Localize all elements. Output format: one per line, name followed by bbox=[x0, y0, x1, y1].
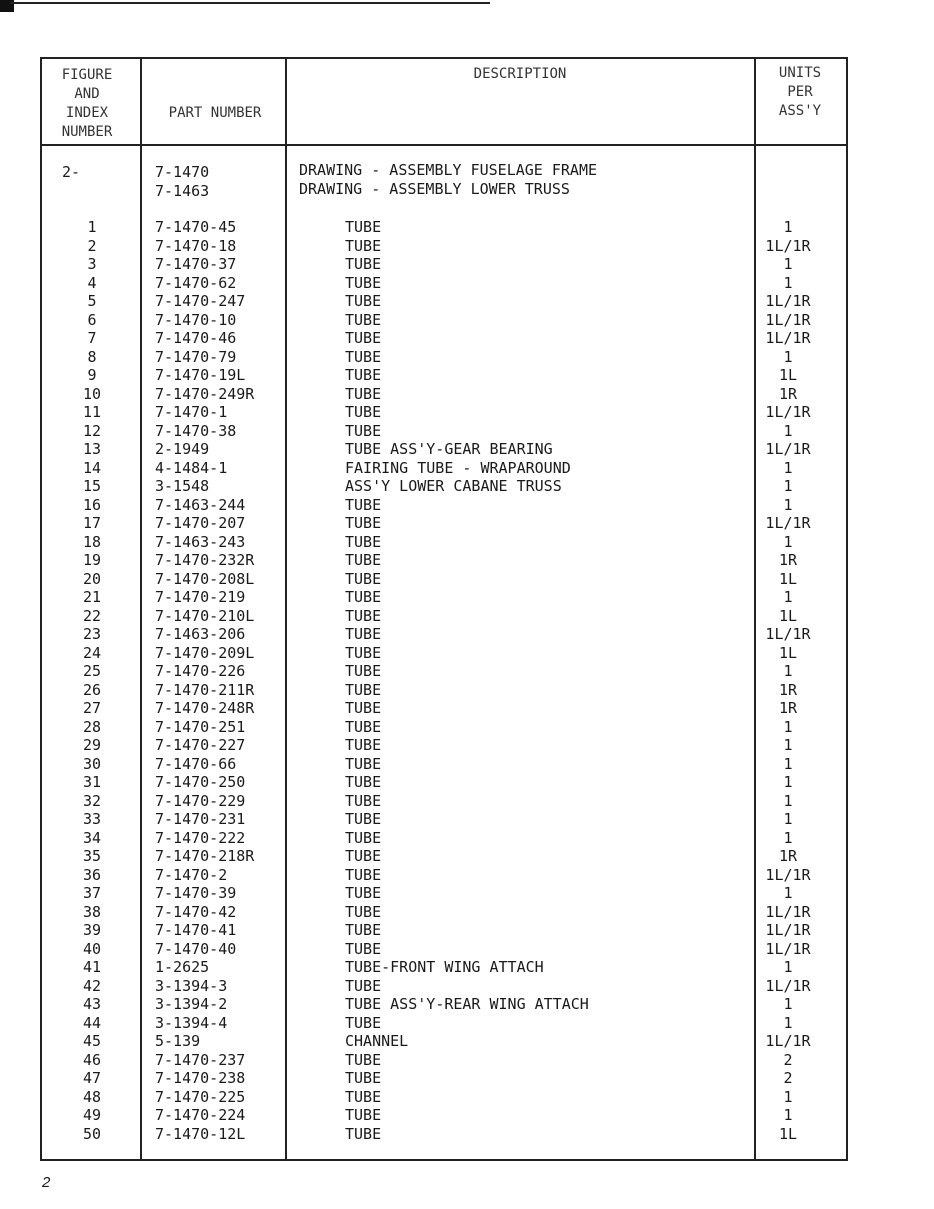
index-number: 40 bbox=[82, 939, 102, 958]
index-number: 17 bbox=[82, 514, 102, 532]
table-row bbox=[0, 533, 934, 552]
part-number: 7-1470-232R bbox=[155, 551, 255, 569]
description: TUBE bbox=[345, 495, 382, 514]
header-divider bbox=[40, 144, 846, 146]
index-number: 27 bbox=[82, 699, 102, 717]
index-number: 45 bbox=[82, 1032, 102, 1050]
table-row bbox=[0, 514, 934, 533]
table-row bbox=[0, 329, 934, 348]
description: TUBE bbox=[345, 625, 382, 643]
description: TUBE bbox=[345, 847, 382, 865]
units-per-assy: 1L bbox=[778, 606, 798, 625]
index-number: 44 bbox=[82, 1013, 102, 1032]
index-number: 3 bbox=[87, 255, 97, 273]
table-row bbox=[0, 625, 934, 644]
scan-edge-line bbox=[10, 2, 490, 4]
table-row bbox=[0, 681, 934, 700]
index-number: 19 bbox=[82, 551, 102, 569]
part-number: 7-1470-209L bbox=[155, 643, 255, 662]
description: TUBE bbox=[345, 329, 382, 347]
table-row bbox=[0, 1069, 934, 1088]
table-row bbox=[0, 792, 934, 811]
part-number: 5-139 bbox=[155, 1032, 201, 1050]
table-row bbox=[0, 1032, 934, 1051]
part-number: 7-1470-66 bbox=[155, 754, 237, 773]
table-row bbox=[0, 829, 934, 848]
description: TUBE bbox=[345, 717, 382, 736]
units-per-assy: 1L bbox=[778, 366, 798, 384]
part-number: 7-1470-229 bbox=[155, 791, 246, 810]
units-per-assy: 2 bbox=[783, 1050, 793, 1069]
units-per-assy: 1 bbox=[783, 347, 793, 366]
description: CHANNEL bbox=[345, 1032, 409, 1050]
units-per-assy: 1 bbox=[783, 736, 793, 754]
part-number: 7-1470-218R bbox=[155, 847, 255, 865]
table-row bbox=[0, 551, 934, 570]
description: TUBE bbox=[345, 1013, 382, 1032]
index-number: 49 bbox=[82, 1106, 102, 1124]
units-per-assy: 1R bbox=[778, 551, 798, 569]
table-row bbox=[0, 1014, 934, 1033]
units-per-assy: 1L/1R bbox=[765, 514, 811, 532]
table-row bbox=[0, 274, 934, 293]
table-row bbox=[0, 385, 934, 404]
table-row bbox=[0, 847, 934, 866]
description: TUBE bbox=[345, 236, 382, 255]
description: TUBE bbox=[345, 310, 382, 329]
table-row bbox=[0, 1125, 934, 1144]
drawing-part-number: 7-1463 bbox=[155, 182, 210, 200]
index-number: 47 bbox=[82, 1069, 102, 1087]
table-row bbox=[0, 940, 934, 959]
index-number: 48 bbox=[82, 1087, 102, 1106]
units-per-assy: 1 bbox=[783, 1087, 793, 1106]
part-number: 3-1394-2 bbox=[155, 995, 228, 1013]
table-row bbox=[0, 736, 934, 755]
units-per-assy: 1L/1R bbox=[765, 310, 811, 329]
table-row bbox=[0, 1051, 934, 1070]
units-per-assy: 1 bbox=[783, 218, 793, 236]
index-number: 20 bbox=[82, 569, 102, 588]
index-number: 6 bbox=[87, 310, 97, 329]
units-per-assy: 1 bbox=[783, 995, 793, 1013]
part-number: 7-1463-243 bbox=[155, 532, 246, 551]
units-per-assy: 1L/1R bbox=[765, 1032, 811, 1050]
units-per-assy: 1L bbox=[778, 569, 798, 588]
units-per-assy: 1L/1R bbox=[765, 976, 811, 995]
part-number: 7-1470-224 bbox=[155, 1106, 246, 1124]
units-per-assy: 1 bbox=[783, 458, 793, 477]
index-number: 30 bbox=[82, 754, 102, 773]
units-per-assy: 1 bbox=[783, 495, 793, 514]
table-row bbox=[0, 866, 934, 885]
table-row bbox=[0, 718, 934, 737]
description: TUBE bbox=[345, 606, 382, 625]
units-per-assy: 1L/1R bbox=[765, 440, 811, 458]
units-per-assy: 1R bbox=[778, 847, 798, 865]
part-number: 7-1470-42 bbox=[155, 902, 237, 921]
index-number: 32 bbox=[82, 791, 102, 810]
table-row bbox=[0, 459, 934, 478]
part-number: 7-1470-207 bbox=[155, 514, 246, 532]
units-per-assy: 1 bbox=[783, 1106, 793, 1124]
description: TUBE bbox=[345, 976, 382, 995]
part-number: 7-1470-237 bbox=[155, 1050, 246, 1069]
table-row bbox=[0, 1088, 934, 1107]
part-number: 3-1394-3 bbox=[155, 976, 228, 995]
part-number: 7-1470-10 bbox=[155, 310, 237, 329]
table-row bbox=[0, 403, 934, 422]
units-per-assy: 1 bbox=[783, 255, 793, 273]
index-number: 46 bbox=[82, 1050, 102, 1069]
header-description: DESCRIPTION bbox=[473, 66, 567, 82]
part-number: 7-1470-211R bbox=[155, 680, 255, 699]
description: ASS'Y LOWER CABANE TRUSS bbox=[345, 477, 562, 495]
part-number: 7-1470-39 bbox=[155, 884, 237, 902]
units-per-assy: 1 bbox=[783, 588, 793, 606]
description: TUBE bbox=[345, 255, 382, 273]
index-number: 13 bbox=[82, 440, 102, 458]
part-number: 7-1470-225 bbox=[155, 1087, 246, 1106]
part-number: 7-1470-45 bbox=[155, 218, 237, 236]
units-per-assy: 1 bbox=[783, 791, 793, 810]
part-number: 7-1470-250 bbox=[155, 773, 246, 791]
table-row bbox=[0, 1106, 934, 1125]
index-number: 21 bbox=[82, 588, 102, 606]
units-per-assy: 1L/1R bbox=[765, 292, 811, 310]
table-row bbox=[0, 773, 934, 792]
part-number: 7-1470-219 bbox=[155, 588, 246, 606]
part-number: 7-1470-251 bbox=[155, 717, 246, 736]
table-row bbox=[0, 699, 934, 718]
units-per-assy: 1L bbox=[778, 643, 798, 662]
part-number: 7-1463-244 bbox=[155, 495, 246, 514]
index-number: 7 bbox=[87, 329, 97, 347]
table-row bbox=[0, 662, 934, 681]
index-number: 5 bbox=[87, 292, 97, 310]
units-per-assy: 1L bbox=[778, 1124, 798, 1143]
table-row bbox=[0, 995, 934, 1014]
index-number: 31 bbox=[82, 773, 102, 791]
units-per-assy: 1R bbox=[778, 680, 798, 699]
units-per-assy: 1 bbox=[783, 754, 793, 773]
table-row bbox=[0, 292, 934, 311]
part-number: 7-1470-247 bbox=[155, 292, 246, 310]
part-number: 7-1470-226 bbox=[155, 662, 246, 680]
part-number: 7-1470-208L bbox=[155, 569, 255, 588]
description: TUBE bbox=[345, 551, 382, 569]
table-row bbox=[0, 588, 934, 607]
table-row bbox=[0, 255, 934, 274]
index-number: 10 bbox=[82, 384, 102, 403]
table-row bbox=[0, 237, 934, 256]
description: TUBE bbox=[345, 403, 382, 421]
part-number: 7-1470-12L bbox=[155, 1124, 246, 1143]
drawing-description: DRAWING - ASSEMBLY FUSELAGE FRAME bbox=[299, 161, 598, 179]
table-row bbox=[0, 366, 934, 385]
units-per-assy: 1 bbox=[783, 273, 793, 292]
description: TUBE bbox=[345, 884, 382, 902]
description: TUBE bbox=[345, 902, 382, 921]
part-number: 1-2625 bbox=[155, 958, 210, 976]
units-per-assy: 1 bbox=[783, 717, 793, 736]
index-number: 8 bbox=[87, 347, 97, 366]
description: TUBE bbox=[345, 514, 382, 532]
index-number: 26 bbox=[82, 680, 102, 699]
description: TUBE bbox=[345, 773, 382, 791]
units-per-assy: 1L/1R bbox=[765, 921, 811, 939]
part-number: 7-1470-248R bbox=[155, 699, 255, 717]
index-number: 29 bbox=[82, 736, 102, 754]
description: TUBE ASS'Y-REAR WING ATTACH bbox=[345, 995, 589, 1013]
index-number: 22 bbox=[82, 606, 102, 625]
units-per-assy: 1L/1R bbox=[765, 329, 811, 347]
description: TUBE bbox=[345, 366, 382, 384]
description: TUBE bbox=[345, 680, 382, 699]
description: TUBE bbox=[345, 569, 382, 588]
part-number: 7-1470-2 bbox=[155, 865, 228, 884]
description: TUBE bbox=[345, 218, 382, 236]
table-row bbox=[0, 496, 934, 515]
index-number: 34 bbox=[82, 828, 102, 847]
index-number: 25 bbox=[82, 662, 102, 680]
part-number: 7-1470-19L bbox=[155, 366, 246, 384]
part-number: 7-1470-238 bbox=[155, 1069, 246, 1087]
description: TUBE bbox=[345, 939, 382, 958]
units-per-assy: 1 bbox=[783, 958, 793, 976]
header-part-number: PART NUMBER bbox=[168, 105, 262, 121]
index-number: 42 bbox=[82, 976, 102, 995]
index-number: 18 bbox=[82, 532, 102, 551]
index-number: 4 bbox=[87, 273, 97, 292]
units-per-assy: 1L/1R bbox=[765, 625, 811, 643]
description: TUBE bbox=[345, 754, 382, 773]
description: TUBE bbox=[345, 828, 382, 847]
units-per-assy: 1 bbox=[783, 810, 793, 828]
index-number: 16 bbox=[82, 495, 102, 514]
table-row bbox=[0, 311, 934, 330]
units-per-assy: 1 bbox=[783, 532, 793, 551]
description: TUBE bbox=[345, 588, 382, 606]
table-row bbox=[0, 477, 934, 496]
units-per-assy: 1L/1R bbox=[765, 902, 811, 921]
table-row bbox=[0, 348, 934, 367]
table-row bbox=[0, 921, 934, 940]
part-number: 7-1470-227 bbox=[155, 736, 246, 754]
drawing-description: DRAWING - ASSEMBLY LOWER TRUSS bbox=[299, 180, 570, 198]
part-number: 7-1470-18 bbox=[155, 236, 237, 255]
units-per-assy: 1 bbox=[783, 773, 793, 791]
part-number: 4-1484-1 bbox=[155, 458, 228, 477]
description: TUBE bbox=[345, 292, 382, 310]
units-per-assy: 1L/1R bbox=[765, 939, 811, 958]
drawing-figure-number: 2- bbox=[62, 163, 81, 181]
units-per-assy: 1 bbox=[783, 477, 793, 495]
index-number: 12 bbox=[82, 421, 102, 440]
index-number: 11 bbox=[82, 403, 102, 421]
units-per-assy: 1 bbox=[783, 421, 793, 440]
units-per-assy: 2 bbox=[783, 1069, 793, 1087]
part-number: 7-1470-210L bbox=[155, 606, 255, 625]
table-row bbox=[0, 958, 934, 977]
description: TUBE-FRONT WING ATTACH bbox=[345, 958, 544, 976]
index-number: 14 bbox=[82, 458, 102, 477]
index-number: 24 bbox=[82, 643, 102, 662]
description: TUBE bbox=[345, 699, 382, 717]
table-row bbox=[0, 884, 934, 903]
description: TUBE bbox=[345, 1069, 382, 1087]
description: TUBE bbox=[345, 273, 382, 292]
description: TUBE bbox=[345, 643, 382, 662]
part-number: 7-1470-37 bbox=[155, 255, 237, 273]
index-number: 39 bbox=[82, 921, 102, 939]
part-number: 7-1470-46 bbox=[155, 329, 237, 347]
part-number: 7-1470-38 bbox=[155, 421, 237, 440]
part-number: 7-1470-62 bbox=[155, 273, 237, 292]
index-number: 1 bbox=[87, 218, 97, 236]
index-number: 28 bbox=[82, 717, 102, 736]
description: TUBE bbox=[345, 921, 382, 939]
description: TUBE bbox=[345, 865, 382, 884]
table-row bbox=[0, 422, 934, 441]
header-units-per-assy: UNITS PER ASS'Y bbox=[778, 65, 822, 119]
description: TUBE ASS'Y-GEAR BEARING bbox=[345, 440, 553, 458]
description: TUBE bbox=[345, 1050, 382, 1069]
part-number: 7-1470-79 bbox=[155, 347, 237, 366]
part-number: 7-1470-231 bbox=[155, 810, 246, 828]
index-number: 35 bbox=[82, 847, 102, 865]
part-number: 7-1470-41 bbox=[155, 921, 237, 939]
part-number: 3-1394-4 bbox=[155, 1013, 228, 1032]
description: TUBE bbox=[345, 421, 382, 440]
page-number: 2 bbox=[42, 1174, 51, 1191]
description: TUBE bbox=[345, 810, 382, 828]
drawing-part-number: 7-1470 bbox=[155, 163, 210, 181]
units-per-assy: 1 bbox=[783, 884, 793, 902]
index-number: 36 bbox=[82, 865, 102, 884]
part-number: 2-1949 bbox=[155, 440, 210, 458]
table-row bbox=[0, 644, 934, 663]
part-number: 3-1548 bbox=[155, 477, 210, 495]
index-number: 50 bbox=[82, 1124, 102, 1143]
index-number: 33 bbox=[82, 810, 102, 828]
part-number: 7-1470-1 bbox=[155, 403, 228, 421]
table-row bbox=[0, 903, 934, 922]
description: TUBE bbox=[345, 1124, 382, 1143]
description: TUBE bbox=[345, 736, 382, 754]
description: TUBE bbox=[345, 791, 382, 810]
table-row bbox=[0, 810, 934, 829]
index-number: 41 bbox=[82, 958, 102, 976]
index-number: 37 bbox=[82, 884, 102, 902]
description: TUBE bbox=[345, 1087, 382, 1106]
index-number: 15 bbox=[82, 477, 102, 495]
header-figure-index: FIGURE AND INDEX NUMBER bbox=[61, 67, 113, 140]
table-row bbox=[0, 607, 934, 626]
table-row bbox=[0, 977, 934, 996]
description: TUBE bbox=[345, 347, 382, 366]
index-number: 43 bbox=[82, 995, 102, 1013]
description: TUBE bbox=[345, 384, 382, 403]
table-row bbox=[0, 440, 934, 459]
part-number: 7-1470-249R bbox=[155, 384, 255, 403]
units-per-assy: 1R bbox=[778, 384, 798, 403]
table-row bbox=[0, 755, 934, 774]
description: TUBE bbox=[345, 662, 382, 680]
units-per-assy: 1 bbox=[783, 662, 793, 680]
units-per-assy: 1 bbox=[783, 1013, 793, 1032]
description: TUBE bbox=[345, 532, 382, 551]
part-number: 7-1463-206 bbox=[155, 625, 246, 643]
part-number: 7-1470-222 bbox=[155, 828, 246, 847]
index-number: 9 bbox=[87, 366, 97, 384]
units-per-assy: 1 bbox=[783, 828, 793, 847]
index-number: 2 bbox=[87, 236, 97, 255]
description: FAIRING TUBE - WRAPAROUND bbox=[345, 458, 571, 477]
table-row bbox=[0, 570, 934, 589]
units-per-assy: 1L/1R bbox=[765, 236, 811, 255]
part-number: 7-1470-40 bbox=[155, 939, 237, 958]
table-row bbox=[0, 218, 934, 237]
description: TUBE bbox=[345, 1106, 382, 1124]
units-per-assy: 1L/1R bbox=[765, 865, 811, 884]
units-per-assy: 1L/1R bbox=[765, 403, 811, 421]
index-number: 23 bbox=[82, 625, 102, 643]
units-per-assy: 1R bbox=[778, 699, 798, 717]
index-number: 38 bbox=[82, 902, 102, 921]
